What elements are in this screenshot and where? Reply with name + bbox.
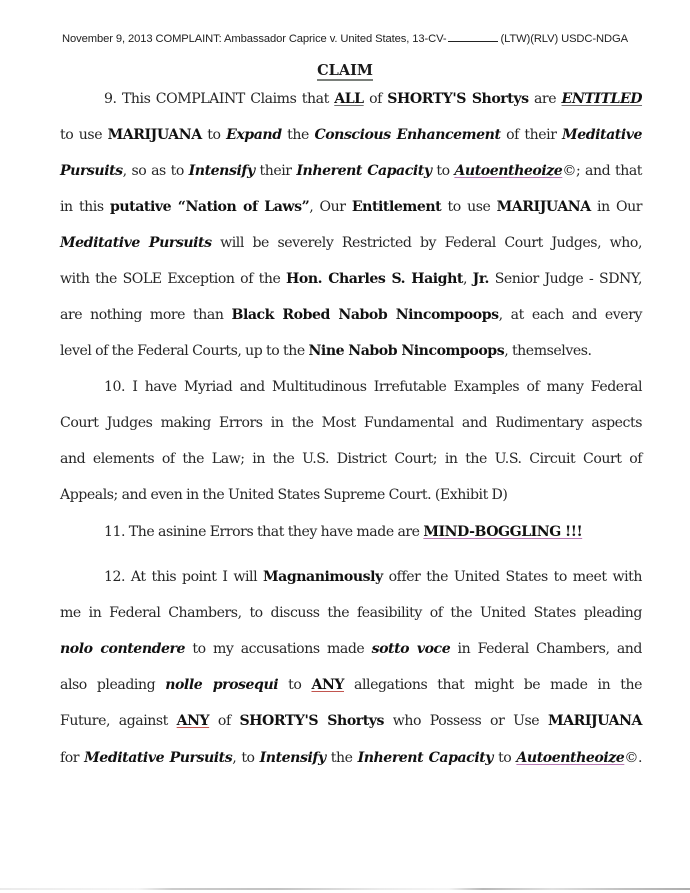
paragraph-12-line-1: 12. At this point I will Magnanimously offer the United States to meet with (104, 569, 642, 585)
paragraph-9-line-3: Pursuits, so as to Intensify their Inherent Capacity to Autoentheoize©; and that (60, 163, 642, 179)
paragraph-12-line-5: Future, against ANY of SHORTY'S Shortys who Possess or Use MARIJUANA (60, 713, 643, 729)
paragraph-9-line-8: level of the Federal Courts, up to the Nine Nabob Nincompoops, themselves. (60, 343, 592, 359)
paragraph-9-line-6: with the SOLE Exception of the Hon. Charles S. Haight, Jr. Senior Judge - SDNY, (60, 271, 642, 287)
header-court-designation: (LTW)(RLV) USDC-NDGA (500, 33, 628, 45)
paragraph-12-line-3: nolo contendere to my accusations made sotto voce in Federal Chambers, and (60, 641, 642, 657)
paragraph-9-line-1: 9. This COMPLAINT Claims that ALL of SHORTY'S Shortys are ENTITLED (104, 91, 643, 107)
scan-edge-artifact (0, 888, 690, 890)
case-number-blank (448, 31, 498, 42)
paragraph-9-line-5: Meditative Pursuits will be severely Restricted by Federal Court Judges, who, (60, 235, 642, 251)
paragraph-9-line-7: are nothing more than Black Robed Nabob Nincompoops, at each and every (60, 307, 642, 323)
paragraph-10-line-1: 10. I have Myriad and Multitudinous Irrefutable Examples of many Federal (104, 379, 642, 395)
paragraph-10-line-3: and elements of the Law; in the U.S. District Court; in the U.S. Circuit Court of (60, 451, 642, 467)
section-title: CLAIM (317, 62, 373, 79)
paragraph-9-line-4: in this putative “Nation of Laws”, Our Entitlement to use MARIJUANA in Our (60, 199, 643, 215)
page-header (0, 31, 690, 45)
paragraph-10-line-4: Appeals; and even in the United States Supreme Court. (Exhibit D) (60, 487, 508, 503)
paragraph-12-line-4: also pleading nolle prosequi to ANY allegations that might be made in the (60, 677, 642, 693)
header-case-caption: November 9, 2013 COMPLAINT: Ambassador Caprice v. United States, 13-CV- (62, 33, 447, 45)
paragraph-12-line-6: for Meditative Pursuits, to Intensify the Inherent Capacity to Autoentheoize©. (60, 750, 642, 766)
paragraph-9-line-2: to use MARIJUANA to Expand the Conscious Enhancement of their Meditative (60, 127, 642, 143)
paragraph-11-line-1: 11. The asinine Errors that they have made are MIND-BOGGLING !!! (104, 524, 583, 540)
paragraph-12-line-2: me in Federal Chambers, to discuss the feasibility of the United States pleading (60, 605, 642, 621)
paragraph-10-line-2: Court Judges making Errors in the Most Fundamental and Rudimentary aspects (60, 415, 642, 431)
